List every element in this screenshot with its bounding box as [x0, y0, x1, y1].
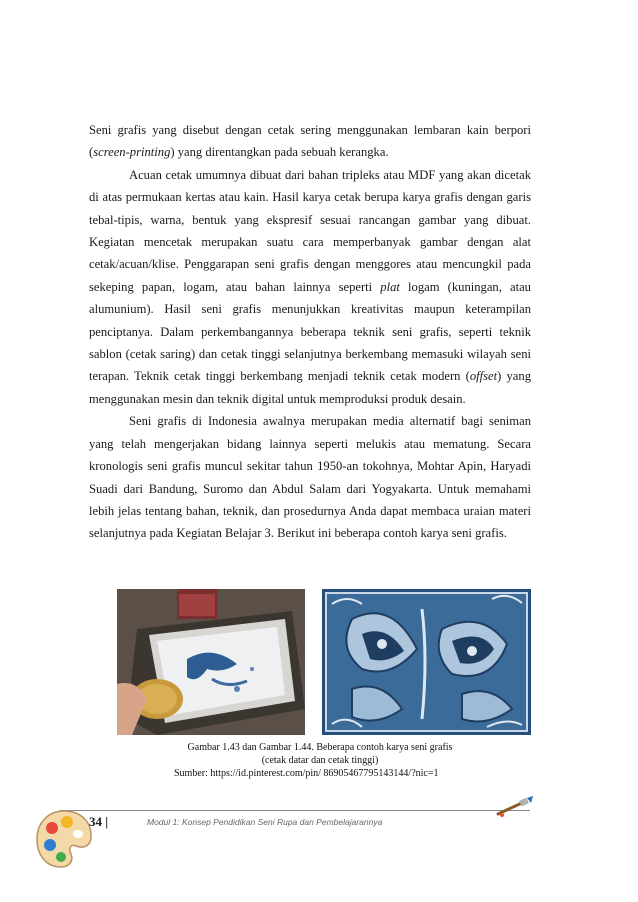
screen-printing-illustration: [117, 589, 305, 735]
figure-caption: [170, 741, 470, 780]
footer-divider: [60, 810, 530, 811]
paragraph-1: Seni grafis yang disebut dengan cetak sering menggunakan lembaran kain berpori (screen-printing) yang direntangkan pada sebuah kerangka.: [89, 123, 531, 160]
caption-title: Gambar 1.43 dan Gambar 1.44. Beberapa contoh karya seni grafis: [187, 742, 453, 753]
page-number: 34 |: [89, 814, 109, 829]
woodcut-butterfly-illustration: [322, 589, 531, 735]
woodcut-print-photo: [322, 589, 531, 735]
paragraph-3: Seni grafis di Indonesia awalnya merupakan media alternatif bagi seniman yang telah mengerjakan bidang lainnya seperti melukis atau mematung. Secara kronologis seni grafis muncul sekitar tahun 1950-an tokohnya, Mohtar Apin, Haryadi Suadi dari Bandung, Suromo dan Abdul Salam dari Yogyakarta. Untuk memahami lebih jelas tentang bahan, teknik, dan prosedurnya Anda dapat membaca uraian materi selanjutnya pada Kegiatan Belajar 3. Berikut ini beberapa contoh karya seni grafis.: [89, 414, 531, 541]
module-title: Modul 1: Konsep Pendidikan Seni Rupa dan Pembelajarannya: [147, 817, 383, 827]
paint-palette-icon: [34, 808, 94, 870]
body-text: [89, 119, 531, 545]
caption-subtitle: (cetak datar dan cetak tinggi): [261, 755, 379, 766]
figure-images: [117, 589, 531, 737]
paintbrush-icon: [494, 796, 534, 818]
paragraph-2: Acuan cetak umumnya dibuat dari bahan tripleks atau MDF yang akan dicetak di atas permukaan kertas atau kain. Hasil karya cetak berupa karya grafis dengan garis tebal-tipis, warna, bentuk yang ekspresif sesuai rancangan gambar yang dibuat. Kegiatan mencetak merupakan suatu cara memperbanyak gambar dengan alat cetak/acuan/klise. Penggarapan seni grafis dengan menggores atau mencungkil pada sekeping papan, logam, atau bahan lainnya seperti plat logam (kuningan, atau alumunium). Hasil seni grafis menunjukkan kreativitas maupun keterampilan penciptanya. Dalam perkembangannya beberapa teknik seni grafis, seperti teknik sablon (cetak saring) dan cetak tinggi selanjutnya berkembang memasuki wilayah seni terapan. Teknik cetak tinggi berkembang menjadi teknik cetak modern (offset) yang menggunakan mesin dan teknik digital untuk memproduksi produk desain.: [89, 167, 531, 406]
caption-source: Sumber: https://id.pinterest.com/pin/ 86905467795143144/?nic=1: [174, 768, 439, 779]
screen-printing-photo: [117, 589, 305, 735]
